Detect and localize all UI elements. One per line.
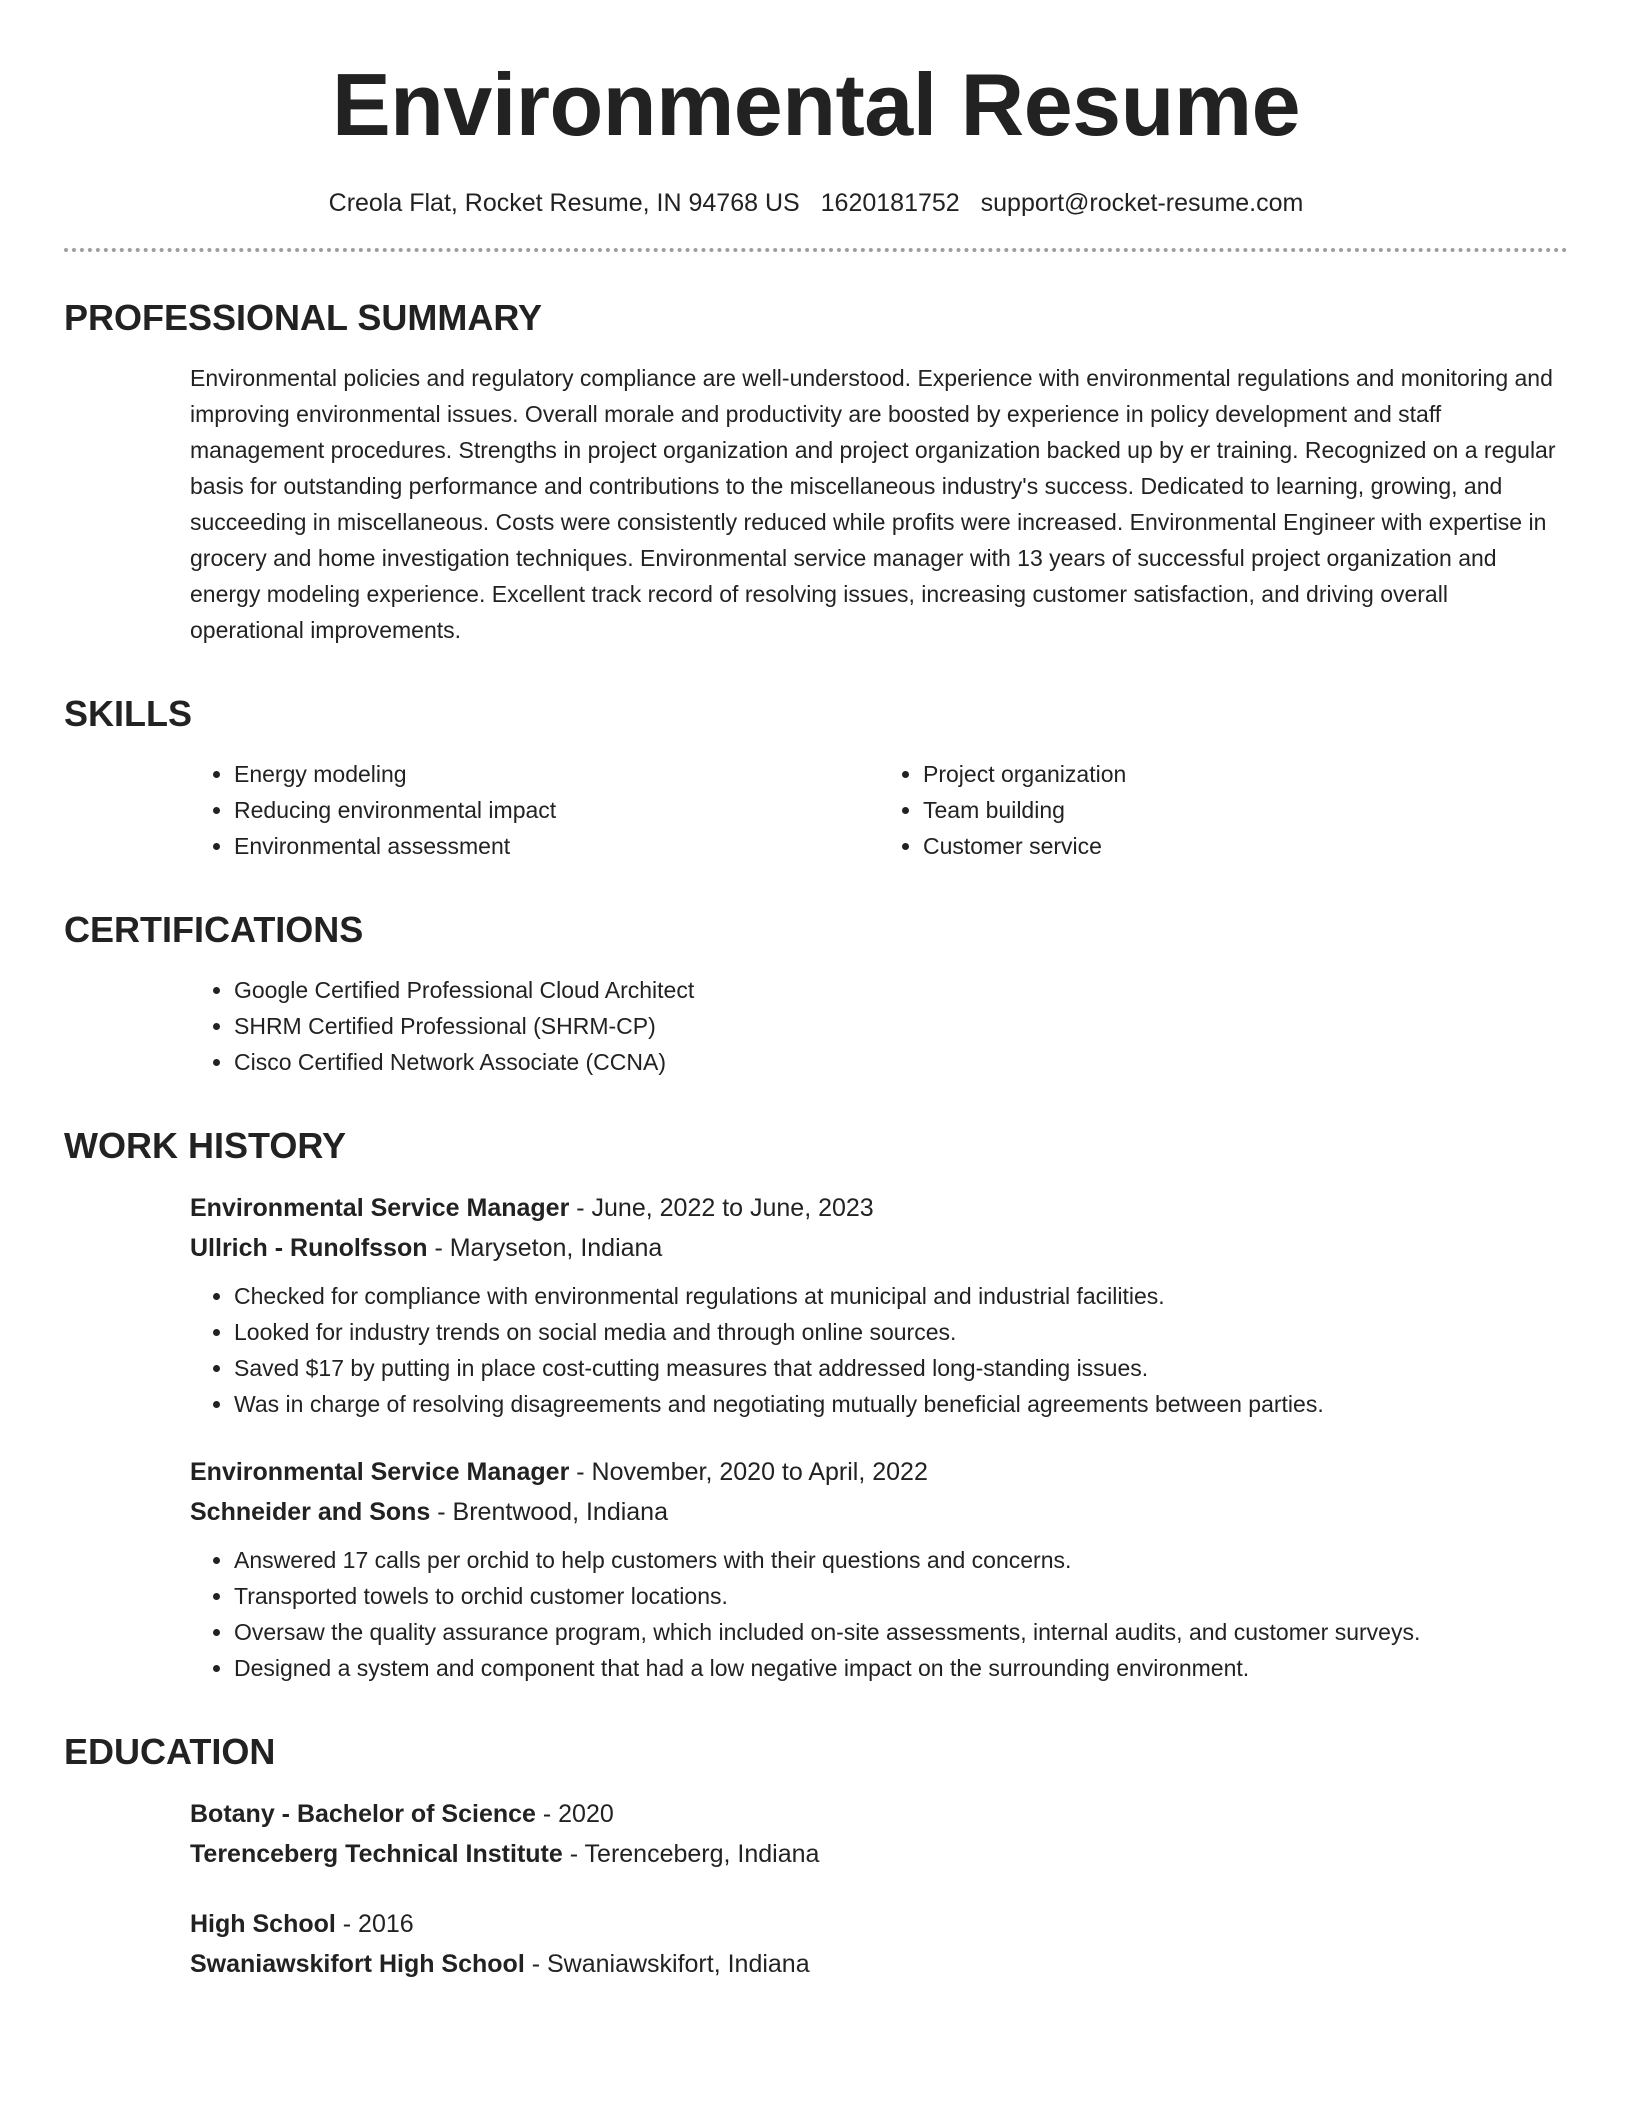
section-certifications (64, 908, 1568, 1080)
job-bullet: • Transported towels to orchid customer locations. (234, 1578, 1568, 1614)
job-bullet: • Was in charge of resolving disagreements and negotiating mutually beneficial agreements between parties. (234, 1386, 1568, 1422)
contact-address: Creola Flat, Rocket Resume, IN 94768 US (328, 189, 800, 217)
job-bullet: • Checked for compliance with environmental regulations at municipal and industrial facilities. (234, 1278, 1568, 1314)
job-dates: - June, 2022 to June, 2023 (569, 1194, 874, 1222)
education-year: - 2020 (535, 1800, 614, 1828)
education-location: - Terenceberg, Indiana (562, 1840, 820, 1868)
section-work-history (64, 1124, 1568, 1686)
certifications-list (190, 972, 1568, 1080)
education-entry (190, 1794, 1568, 1874)
job-location: - Brentwood, Indiana (430, 1498, 668, 1526)
job-company: Schneider and Sons (190, 1498, 431, 1526)
education-degree: Botany - Bachelor of Science (190, 1800, 536, 1828)
job-bullets (190, 1542, 1568, 1686)
skill-item: • Energy modeling (234, 756, 879, 792)
education-year: - 2016 (335, 1910, 414, 1938)
education-degree-line (190, 1794, 1568, 1834)
job-role: Environmental Service Manager (190, 1194, 570, 1222)
header-divider (64, 248, 1568, 252)
job-bullet: • Designed a system and component that had a low negative impact on the surrounding environment. (234, 1650, 1568, 1686)
education-school: Swaniawskifort High School (190, 1950, 525, 1978)
job-company: Ullrich - Runolfsson (190, 1234, 428, 1262)
summary-text: Environmental policies and regulatory compliance are well-understood. Experience with environmental regulations and monitoring and improving environmental issues. Overall morale and productivity are boosted by experience in policy development and staff management procedures. Strengths in project organization and project organization backed up by er training. Recognized on a regular basis for outstanding performance and contributions to the miscellaneous industry's success. Dedicated to learning, growing, and succeeding in miscellaneous. Costs were consistently reduced while profits were increased. Environmental Engineer with expertise in grocery and home investigation techniques. Environmental service manager with 13 years of successful project organization and energy modeling experience. Excellent track record of resolving issues, increasing customer satisfaction, and driving overall operational improvements. (190, 365, 1556, 643)
skills-list-left (190, 756, 879, 864)
section-summary (64, 296, 1568, 648)
education-degree: High School (190, 1910, 336, 1938)
job-role-line (190, 1452, 1568, 1492)
job-bullet: • Looked for industry trends on social media and through online sources. (234, 1314, 1568, 1350)
certification-item: • Google Certified Professional Cloud Architect (234, 972, 1568, 1008)
job-bullets (190, 1278, 1568, 1422)
skill-item: • Customer service (923, 828, 1568, 864)
education-school-line (190, 1834, 1568, 1874)
contact-phone: 1620181752 (820, 189, 960, 217)
certification-item: • SHRM Certified Professional (SHRM-CP) (234, 1008, 1568, 1044)
job-role-line (190, 1188, 1568, 1228)
contact-line (64, 186, 1568, 220)
education-school: Terenceberg Technical Institute (190, 1840, 563, 1868)
job-bullet: • Saved $17 by putting in place cost-cutting measures that addressed long-standing issues. (234, 1350, 1568, 1386)
section-education (64, 1730, 1568, 1984)
resume-header (64, 0, 1568, 252)
certification-item: • Cisco Certified Network Associate (CCNA) (234, 1044, 1568, 1080)
section-title-work: WORK HISTORY (64, 1125, 347, 1166)
job-role: Environmental Service Manager (190, 1458, 570, 1486)
job-bullet: • Oversaw the quality assurance program, which included on-site assessments, internal audits, and customer surveys. (234, 1614, 1568, 1650)
job-company-line (190, 1492, 1568, 1532)
education-school-line (190, 1944, 1568, 1984)
section-title-education: EDUCATION (64, 1731, 276, 1772)
job-entry (190, 1452, 1568, 1686)
section-skills (64, 692, 1568, 864)
section-title-summary: PROFESSIONAL SUMMARY (64, 297, 543, 338)
skills-list-right (879, 756, 1568, 864)
job-entry (190, 1188, 1568, 1422)
education-entry (190, 1904, 1568, 1984)
section-title-skills: SKILLS (64, 693, 193, 734)
contact-email[interactable]: support@rocket-resume.com (980, 189, 1304, 217)
education-location: - Swaniawskifort, Indiana (524, 1950, 810, 1978)
skill-item: • Reducing environmental impact (234, 792, 879, 828)
job-dates: - November, 2020 to April, 2022 (569, 1458, 928, 1486)
resume-title: Environmental Resume (331, 55, 1301, 154)
job-bullet: • Answered 17 calls per orchid to help customers with their questions and concerns. (234, 1542, 1568, 1578)
section-title-certifications: CERTIFICATIONS (64, 909, 364, 950)
job-company-line (190, 1228, 1568, 1268)
skill-item: • Team building (923, 792, 1568, 828)
skill-item: • Project organization (923, 756, 1568, 792)
skill-item: • Environmental assessment (234, 828, 879, 864)
education-degree-line (190, 1904, 1568, 1944)
job-location: - Maryseton, Indiana (427, 1234, 663, 1262)
